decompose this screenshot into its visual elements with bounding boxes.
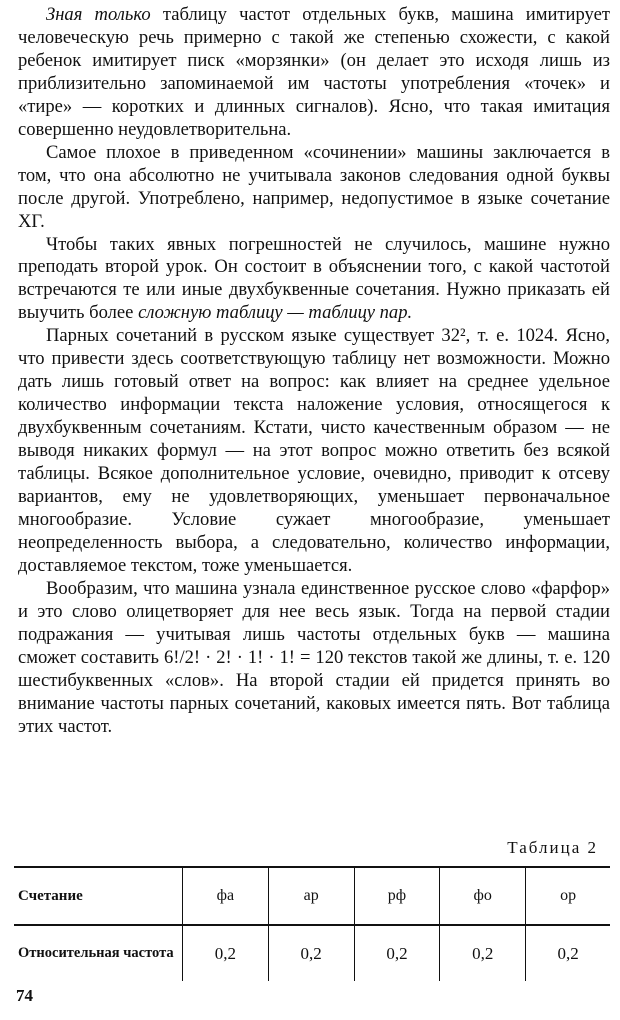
paragraph-2 [18, 142, 610, 234]
paragraph-5 [18, 578, 610, 739]
body-text [18, 4, 610, 739]
paragraph-1 [18, 4, 610, 142]
table-row-label: Относительная частота [18, 945, 174, 961]
table-cell: 0,2 [354, 925, 440, 981]
table-header-cell: фа [183, 867, 269, 925]
paragraph-4 [18, 325, 610, 577]
table-header-row [14, 867, 610, 925]
table-row [14, 925, 610, 981]
table-header-cell: фо [440, 867, 526, 925]
paragraph-5-text: Вообразим, что машина узнала единственное русское слово «фарфор» и это слово олицетворяет для нее весь язык. Тогда на первой стадии подражания — учитывая лишь частоты отдельных букв — машина сможет составить 6!/2! · 2! · 1! · 1! = 120 текстов такой же длины, т. е. 120 шестибуквенных «слов». На второй стадии ей придется принять во внимание частоты парных сочетаний, каковых имеется пять. Вот таблица этих частот. [18, 577, 610, 737]
paragraph-2-text: Самое плохое в приведенном «сочинении» машины заключается в том, что она абсолютно не учитывала законов следования одной буквы после другой. Употреблено, например, недопустимое в языке сочетание ХГ. [18, 141, 610, 232]
paragraph-3-italic-tail: сложную таблицу — таблицу пар. [138, 302, 413, 324]
table-caption: Таблица 2 [507, 838, 598, 857]
table-header-cell: рф [354, 867, 440, 925]
table-cell: 0,2 [183, 925, 269, 981]
paragraph-4-text: Парных сочетаний в русском языке существует 32², т. е. 1024. Ясно, что привести здесь соответствующую таблицу нет возможности. Можно дать лишь готовый ответ на вопрос: как влияет на среднее удельное количество информации текста наложение условия, относящегося к двухбуквенным сочетаниям. Кстати, чисто качественным образом — не выводя никаких формул — на этот вопрос можно ответить без всякой таблицы. Всякое дополнительное условие, очевидно, приводит к отсеву вариантов, ему не удовлетворяющих, уменьшает первоначальное многообразие. Условие сужает многообразие, уменьшает неопределенность выбора, а следовательно, количество информации, доставляемое текстом, тоже уменьшается. [18, 325, 610, 576]
paragraph-1-italic-lead: Зная только [46, 4, 151, 25]
table-header-cell: ор [526, 867, 610, 925]
table-header-cell: ар [268, 867, 354, 925]
table-cell: 0,2 [526, 925, 610, 981]
page-number: 74 [16, 986, 33, 1005]
paragraph-3-text: Чтобы таких явных погрешностей не случилось, машине нужно преподать второй урок. Он состоит в объяснении того, с какой частотой встречаются те или иные двухбуквенные сочетания. Нужно приказать ей выучить более [18, 233, 610, 324]
frequency-table [14, 866, 610, 981]
table-header-label: Счетание [18, 887, 83, 904]
paragraph-3 [18, 234, 610, 326]
paragraph-1-text: таблицу частот отдельных букв, машина имитирует человеческую речь примерно с такой же степенью схожести, с какой ребенок имитирует писк «морзянки» (он делает это исходя лишь из приблизительно запоминаемой им частоты употребления «точек» и «тире» — коротких и длинных сигналов). Ясно, что такая имитация совершенно неудовлетворительна. [18, 4, 610, 140]
table-cell: 0,2 [440, 925, 526, 981]
table-cell: 0,2 [268, 925, 354, 981]
